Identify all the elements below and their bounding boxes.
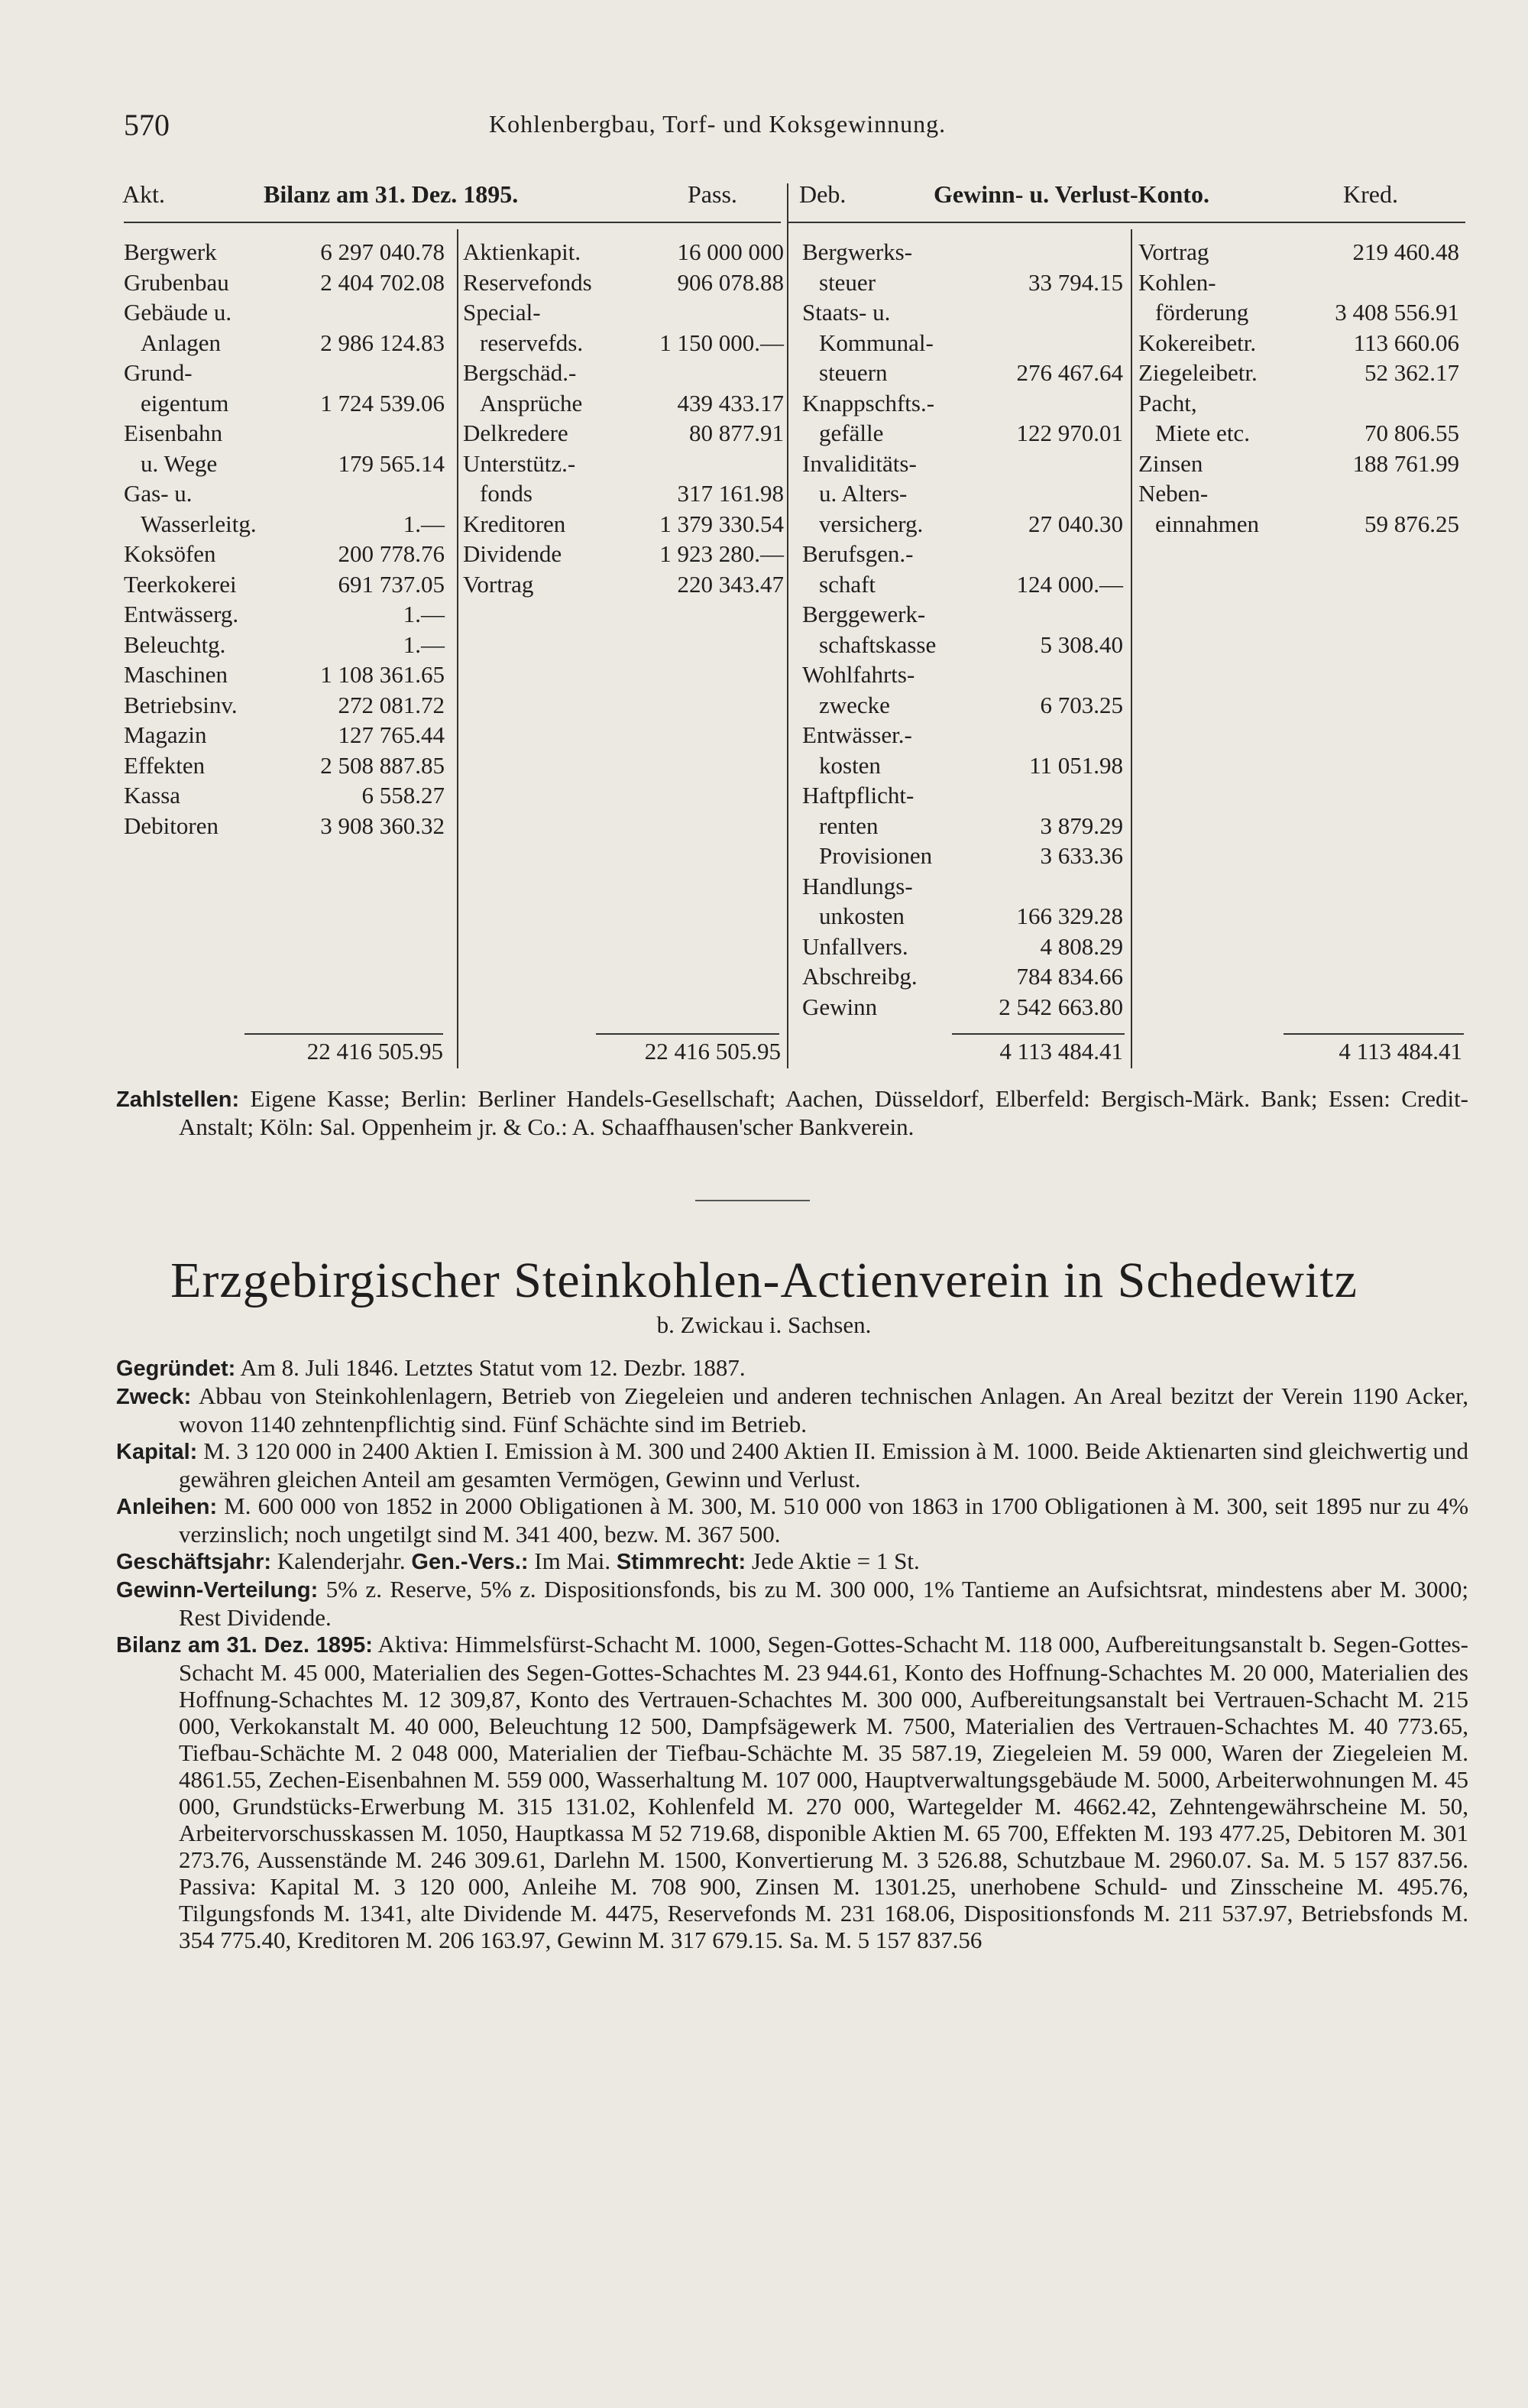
debet-row xyxy=(802,811,1123,841)
debet-row xyxy=(802,237,1123,267)
section-text: Jede Aktie = 1 St. xyxy=(751,1548,920,1574)
kredit-row xyxy=(1138,267,1459,298)
aktiva-row-label: Beleuchtg. xyxy=(124,630,226,658)
debet-row-label: schaft xyxy=(819,570,876,598)
passiva-row-value: 220 343.47 xyxy=(677,570,784,598)
passiva-row xyxy=(463,539,784,569)
debet-row-label: Staats- u. xyxy=(802,299,891,326)
section-label: Anleihen: xyxy=(116,1495,218,1519)
debet-row xyxy=(802,750,1123,781)
aktiva-row-value: 200 778.76 xyxy=(338,540,445,567)
debet-row-label: gefälle xyxy=(819,420,884,446)
debet-row xyxy=(802,418,1123,449)
kredit-row-label: förderung xyxy=(1155,299,1249,326)
debet-row-label: renten xyxy=(819,812,879,839)
passiva-row-label: Reservefonds xyxy=(463,268,592,296)
passiva-row-label: Kreditoren xyxy=(463,510,566,537)
passiva-row-label: reservefds. xyxy=(480,329,584,356)
aktiva-row-label: u. Wege xyxy=(141,449,218,477)
debet-row xyxy=(802,297,1123,328)
aktiva-row xyxy=(124,599,445,630)
debet-row-value: 6 703.25 xyxy=(1040,691,1123,718)
aktiva-row-label: Grund- xyxy=(124,359,193,386)
debet-row xyxy=(802,780,1123,811)
kredit-row xyxy=(1138,388,1459,419)
debet-row xyxy=(802,871,1123,902)
kredit-row xyxy=(1138,328,1459,358)
pass-label: Pass. xyxy=(688,180,737,208)
section-kapital xyxy=(116,1437,1468,1492)
kredit-row xyxy=(1138,297,1459,328)
debet-row-label: Invaliditäts- xyxy=(802,449,917,477)
deb-label: Deb. xyxy=(799,180,847,208)
aktiva-list xyxy=(124,237,445,841)
passiva-row-value: 906 078.88 xyxy=(677,268,784,296)
bilanz-rule xyxy=(124,222,781,223)
separator xyxy=(695,1200,810,1201)
debet-row xyxy=(802,961,1123,992)
debet-row-label: Haftpflicht- xyxy=(802,782,915,809)
debet-row-label: Gewinn xyxy=(802,993,878,1020)
passiva-row-label: Bergschäd.- xyxy=(463,359,577,386)
debet-row-label: Berggewerk- xyxy=(802,601,926,627)
aktiva-row xyxy=(124,237,445,267)
kredit-row-label: Miete etc. xyxy=(1155,420,1250,446)
passiva-row xyxy=(463,509,784,540)
debet-row-value: 4 808.29 xyxy=(1040,932,1123,960)
passiva-row-value: 1 923 280.— xyxy=(659,540,784,567)
passiva-row-label: Ansprüche xyxy=(480,389,583,416)
aktiva-row-value: 3 908 360.32 xyxy=(320,812,445,839)
aktiva-row xyxy=(124,478,445,509)
aktiva-row-value: 6 297 040.78 xyxy=(320,238,445,265)
debet-row-label: Provisionen xyxy=(819,842,933,869)
kredit-row xyxy=(1138,237,1459,267)
aktiva-row-label: Effekten xyxy=(124,751,206,779)
debet-row xyxy=(802,992,1123,1023)
aktiva-row-label: Koksöfen xyxy=(124,540,216,567)
aktiva-row xyxy=(124,509,445,540)
debet-row xyxy=(802,358,1123,388)
passiva-total-rule xyxy=(596,1033,779,1035)
debet-row xyxy=(802,449,1123,479)
debet-row-value: 276 467.64 xyxy=(1016,359,1123,386)
debet-row xyxy=(802,660,1123,690)
kredit-list xyxy=(1138,237,1459,539)
passiva-total: 22 416 505.95 xyxy=(644,1038,781,1065)
section-label: Gegründet: xyxy=(116,1356,236,1381)
gewinn-title: Gewinn- u. Verlust-Konto. xyxy=(934,180,1209,208)
aktiva-row-value: 127 765.44 xyxy=(338,721,445,748)
kredit-row-label: Vortrag xyxy=(1138,238,1209,265)
debet-row-label: Bergwerks- xyxy=(802,238,913,265)
passiva-row xyxy=(463,478,784,509)
debet-row-value: 784 834.66 xyxy=(1016,963,1123,990)
aktiva-row xyxy=(124,539,445,569)
aktiva-row xyxy=(124,690,445,721)
debet-row-value: 33 794.15 xyxy=(1028,268,1123,296)
aktiva-row-label: Debitoren xyxy=(124,812,219,839)
company-sections xyxy=(116,1354,1468,1953)
aktiva-row xyxy=(124,750,445,781)
aktiva-row-label: Bergwerk xyxy=(124,238,217,265)
aktiva-row-label: Wasserleitg. xyxy=(141,510,257,537)
section-label: Kapital: xyxy=(116,1440,198,1464)
section-gewinn-verteilung xyxy=(116,1576,1468,1631)
aktiva-row-label: Teerkokerei xyxy=(124,570,237,598)
kred-label: Kred. xyxy=(1343,180,1398,208)
passiva-row-value: 80 877.91 xyxy=(689,420,784,446)
aktiva-row xyxy=(124,630,445,660)
aktiva-row-value: 6 558.27 xyxy=(361,782,445,809)
passiva-row-label: Dividende xyxy=(463,540,562,567)
aktiva-row-label: Gas- u. xyxy=(124,480,193,507)
debet-row xyxy=(802,539,1123,569)
debet-row-label: Unfallvers. xyxy=(802,932,908,960)
section-text: Abbau von Steinkohlenlagern, Betrieb von Ziegeleien und anderen technischen Anlagen. An Areal bezitzt der Verein 1190 Acker, wovon 1140 zehntenpflichtig sind. Fünf Schächte sind im Betrieb. xyxy=(179,1382,1468,1437)
aktiva-row-value: 691 737.05 xyxy=(338,570,445,598)
debet-row xyxy=(802,630,1123,660)
kredit-row-value: 3 408 556.91 xyxy=(1335,299,1459,326)
debet-row-value: 124 000.— xyxy=(1016,570,1123,598)
page-number: 570 xyxy=(124,108,170,142)
aktiva-row xyxy=(124,811,445,841)
passiva-row xyxy=(463,449,784,479)
debet-row xyxy=(802,841,1123,871)
aktiva-row-label: eigentum xyxy=(141,389,229,416)
kredit-row-value: 188 761.99 xyxy=(1352,449,1459,477)
debet-row xyxy=(802,690,1123,721)
aktiva-row-value: 2 508 887.85 xyxy=(320,751,445,779)
passiva-row-label: Unterstütz.- xyxy=(463,449,576,477)
debet-list xyxy=(802,237,1123,1022)
debet-row xyxy=(802,388,1123,419)
aktiva-row xyxy=(124,660,445,690)
passiva-row xyxy=(463,237,784,267)
kredit-row-value: 59 876.25 xyxy=(1365,510,1459,537)
passiva-row-label: fonds xyxy=(480,480,533,507)
aktiva-row-value: 1 108 361.65 xyxy=(320,661,445,688)
kredit-row-value: 52 362.17 xyxy=(1365,359,1459,386)
passiva-row-label: Aktienkapit. xyxy=(463,238,581,265)
debet-row-label: Kommunal- xyxy=(819,329,934,356)
aktiva-row-value: 179 565.14 xyxy=(338,449,445,477)
debet-row-label: zwecke xyxy=(819,691,890,718)
section-text: M. 3 120 000 in 2400 Aktien I. Emission à M. 300 und 2400 Aktien II. Emission à M. 1000. Beide Aktienarten sind gleichwertig und gewähren gleichen Anteil am gesamten Vermögen, Gewinn und Verlust. xyxy=(179,1437,1469,1492)
aktiva-row-label: Magazin xyxy=(124,721,207,748)
kredit-row-label: Kohlen- xyxy=(1138,268,1216,296)
section-anleihen xyxy=(116,1492,1468,1548)
aktiva-row-value: 1.— xyxy=(403,601,445,627)
table-divider xyxy=(787,183,788,1068)
company-name: Erzgebirgischer Steinkohlen-Actienverein in Schedewitz xyxy=(170,1253,1358,1308)
aktiva-row-label: Eisenbahn xyxy=(124,420,223,446)
gewinn-divider xyxy=(1131,229,1132,1068)
aktiva-row-label: Grubenbau xyxy=(124,268,229,296)
aktiva-row-value: 1.— xyxy=(403,510,445,537)
zahlstellen-label: Zahlstellen: xyxy=(116,1087,240,1112)
debet-row xyxy=(802,901,1123,932)
debet-row-label: Knappschfts.- xyxy=(802,389,935,416)
section-bilanz xyxy=(116,1631,1468,1953)
kredit-row-value: 219 460.48 xyxy=(1352,238,1459,265)
passiva-row xyxy=(463,358,784,388)
aktiva-row-value: 2 404 702.08 xyxy=(320,268,445,296)
aktiva-row xyxy=(124,720,445,750)
kredit-row xyxy=(1138,509,1459,540)
section-label: Geschäftsjahr: xyxy=(116,1550,272,1574)
aktiva-row xyxy=(124,297,445,328)
aktiva-row xyxy=(124,569,445,600)
aktiva-row xyxy=(124,780,445,811)
running-title: Kohlenbergbau, Torf- und Koksgewinnung. xyxy=(489,110,947,138)
section-text: Kalenderjahr. xyxy=(277,1548,406,1574)
aktiva-row-label: Gebäude u. xyxy=(124,299,232,326)
kredit-row xyxy=(1138,449,1459,479)
debet-row xyxy=(802,509,1123,540)
passiva-row-label: Vortrag xyxy=(463,570,534,598)
running-head xyxy=(0,107,1528,145)
aktiva-row-label: Entwässerg. xyxy=(124,601,239,627)
aktiva-row xyxy=(124,328,445,358)
passiva-row xyxy=(463,418,784,449)
debet-row xyxy=(802,599,1123,630)
company-location: b. Zwickau i. Sachsen. xyxy=(656,1311,872,1338)
debet-row-label: Handlungs- xyxy=(802,872,913,899)
debet-row-value: 11 051.98 xyxy=(1029,751,1123,779)
kredit-row-label: Neben- xyxy=(1138,480,1209,507)
aktiva-row-label: Maschinen xyxy=(124,661,228,688)
kredit-row xyxy=(1138,358,1459,388)
aktiva-row-value: 1.— xyxy=(403,630,445,658)
debet-row xyxy=(802,569,1123,600)
kredit-row-value: 113 660.06 xyxy=(1353,329,1459,356)
debet-row-label: Berufsgen.- xyxy=(802,540,914,567)
debet-row-label: schaftskasse xyxy=(819,630,937,658)
aktiva-row xyxy=(124,267,445,298)
passiva-row xyxy=(463,267,784,298)
passiva-row xyxy=(463,297,784,328)
zahlstellen xyxy=(116,1085,1468,1140)
zahlstellen-text: Eigene Kasse; Berlin: Berliner Handels-Gesellschaft; Aachen, Düsseldorf, Elberfeld: Bergisch-Märk. Bank; Essen: Credit-Anstalt; Köln: Sal. Oppenheim jr. & Co.: A. Schaaffhausen'scher Bankverein. xyxy=(179,1085,1469,1140)
aktiva-row xyxy=(124,388,445,419)
passiva-row xyxy=(463,328,784,358)
passiva-row xyxy=(463,388,784,419)
aktiva-total-rule xyxy=(244,1033,443,1035)
bilanz-divider xyxy=(457,229,458,1068)
debet-total: 4 113 484.41 xyxy=(999,1038,1123,1065)
section-label: Gen.-Vers.: xyxy=(411,1550,529,1574)
passiva-row-value: 1 150 000.— xyxy=(659,329,784,356)
debet-row-value: 2 542 663.80 xyxy=(999,993,1123,1020)
debet-row-label: Entwässer.- xyxy=(802,721,912,748)
kredit-row-label: Ziegeleibetr. xyxy=(1138,359,1258,386)
section-text: Am 8. Juli 1846. Letztes Statut vom 12. Dezbr. 1887. xyxy=(240,1354,746,1381)
passiva-row-value: 1 379 330.54 xyxy=(659,510,784,537)
debet-row xyxy=(802,267,1123,298)
kredit-row-label: Kokereibetr. xyxy=(1138,329,1257,356)
section-text: Im Mai. xyxy=(534,1548,611,1574)
debet-row-value: 166 329.28 xyxy=(1016,903,1123,929)
section-label: Gewinn-Verteilung: xyxy=(116,1578,319,1603)
debet-row-label: kosten xyxy=(819,751,881,779)
debet-row-value: 5 308.40 xyxy=(1040,630,1123,658)
kredit-row-label: einnahmen xyxy=(1155,510,1260,537)
debet-row-label: u. Alters- xyxy=(819,480,908,507)
section-text: Aktiva: Himmelsfürst-Schacht M. 1000, Segen-Gottes-Schacht M. 118 000, Aufbereitungsanstalt b. Segen-Gottes-Schacht M. 45 000, Materialien des Segen-Gottes-Schachtes M. 23 944.61, Konto des Hoffnung-Schachtes M. 20 000, Materialien des Hoffnung-Schachtes M. 12 309,87, Konto des Vertrauen-Schachtes M. 300 000, Aufbereitungsanstalt bei Vertrauen-Schacht M. 215 000, Verkokanstalt M. 40 000, Beleuchtung 12 500, Dampfsägewerk M. 7500, Materialien des Vertrauen-Schachtes M. 40 773.65, Tiefbau-Schächte M. 2 048 000, Materialien der Tiefbau-Schächte M. 35 587.19, Ziegeleien M. 59 000, Waren der Ziegeleien M. 4861.55, Zechen-Eisenbahnen M. 559 000, Wasserhaltung M. 107 000, Hauptverwaltungsgebäude M. 5000, Arbeiterwohnungen M. 45 000, Grundstücks-Erwerbung M. 315 131.02, Kohlenfeld M. 270 000, Wartegelder M. 4662.42, Zehntengewährscheine M. 50, Arbeitervorschusskassen M. 1050, Hauptkassa M 52 719.68, disponible Aktien M. 65 700, Effekten M. 193 477.25, Debitoren M. 301 273.76, Aussenstände M. 246 309.61, Darlehn M. 1500, Konvertierung M. 3 526.88, Schutzbaue M. 2960.07. Sa. M. 5 157 837.56. Passiva: Kapital M. 3 120 000, Anleihe M. 708 900, Zinsen M. 1301.25, unerhobene Schuld- und Zinsscheine M. 495.76, Tilgungsfonds M. 1341, alte Dividende M. 4475, Reservefonds M. 231 168.06, Dispositionsfonds M. 211 537.97, Betriebsfonds M. 354 775.40, Kreditoren M. 206 163.97, Gewinn M. 317 679.15. Sa. M. 5 157 837.56 xyxy=(179,1631,1468,1953)
passiva-row-label: Delkredere xyxy=(463,420,568,446)
aktiva-row-label: Anlagen xyxy=(141,329,222,356)
debet-row xyxy=(802,328,1123,358)
kredit-total: 4 113 484.41 xyxy=(1339,1038,1462,1065)
gewinn-rule xyxy=(787,222,1465,223)
debet-total-rule xyxy=(952,1033,1125,1035)
debet-row-label: steuern xyxy=(819,359,888,386)
kredit-row xyxy=(1138,418,1459,449)
aktiva-row-label: Betriebsinv. xyxy=(124,691,238,718)
bilanz-title: Bilanz am 31. Dez. 1895. xyxy=(264,180,519,208)
akt-label: Akt. xyxy=(122,180,165,208)
aktiva-row-value: 1 724 539.06 xyxy=(320,389,445,416)
debet-row-value: 3 633.36 xyxy=(1040,842,1123,869)
aktiva-row-label: Kassa xyxy=(124,782,181,809)
aktiva-row xyxy=(124,418,445,449)
debet-row-label: Abschreibg. xyxy=(802,963,918,990)
passiva-row-value: 439 433.17 xyxy=(677,389,784,416)
passiva-row-value: 317 161.98 xyxy=(677,480,784,507)
aktiva-row-value: 2 986 124.83 xyxy=(320,329,445,356)
kredit-row-label: Pacht, xyxy=(1138,389,1197,416)
debet-row-value: 122 970.01 xyxy=(1016,420,1123,446)
passiva-list xyxy=(463,237,784,599)
debet-row-value: 27 040.30 xyxy=(1028,510,1123,537)
section-label: Stimmrecht: xyxy=(616,1550,746,1574)
passiva-row-value: 16 000 000 xyxy=(677,238,784,265)
section-text: 5% z. Reserve, 5% z. Dispositionsfonds, bis zu M. 300 000, 1% Tantieme an Aufsichtsrat, mindestens aber M. 3000; Rest Dividende. xyxy=(179,1576,1469,1631)
aktiva-row xyxy=(124,358,445,388)
section-text: M. 600 000 von 1852 in 2000 Obligationen à M. 300, M. 510 000 von 1863 in 1700 Obligationen à M. 300, seit 1895 nur zu 4% verzinslich; noch ungetilgt sind M. 341 400, bezw. M. 367 500. xyxy=(179,1492,1469,1548)
kredit-total-rule xyxy=(1284,1033,1464,1035)
section-gegruendet xyxy=(116,1354,1468,1382)
section-geschaeftsjahr xyxy=(116,1548,1468,1576)
aktiva-row-value: 272 081.72 xyxy=(338,691,445,718)
aktiva-total: 22 416 505.95 xyxy=(306,1038,443,1065)
debet-row-label: unkosten xyxy=(819,903,905,929)
debet-row-label: steuer xyxy=(819,268,876,296)
debet-row-value: 3 879.29 xyxy=(1040,812,1123,839)
section-zweck xyxy=(116,1382,1468,1437)
kredit-row-label: Zinsen xyxy=(1138,449,1203,477)
debet-row-label: versicherg. xyxy=(819,510,924,537)
kredit-row-value: 70 806.55 xyxy=(1365,420,1459,446)
passiva-row-label: Special- xyxy=(463,299,541,326)
debet-row xyxy=(802,720,1123,750)
section-label: Zweck: xyxy=(116,1385,192,1409)
debet-row xyxy=(802,932,1123,962)
passiva-row xyxy=(463,569,784,600)
debet-row xyxy=(802,478,1123,509)
section-label: Bilanz am 31. Dez. 1895: xyxy=(116,1633,373,1658)
kredit-row xyxy=(1138,478,1459,509)
aktiva-row xyxy=(124,449,445,479)
debet-row-label: Wohlfahrts- xyxy=(802,661,915,688)
